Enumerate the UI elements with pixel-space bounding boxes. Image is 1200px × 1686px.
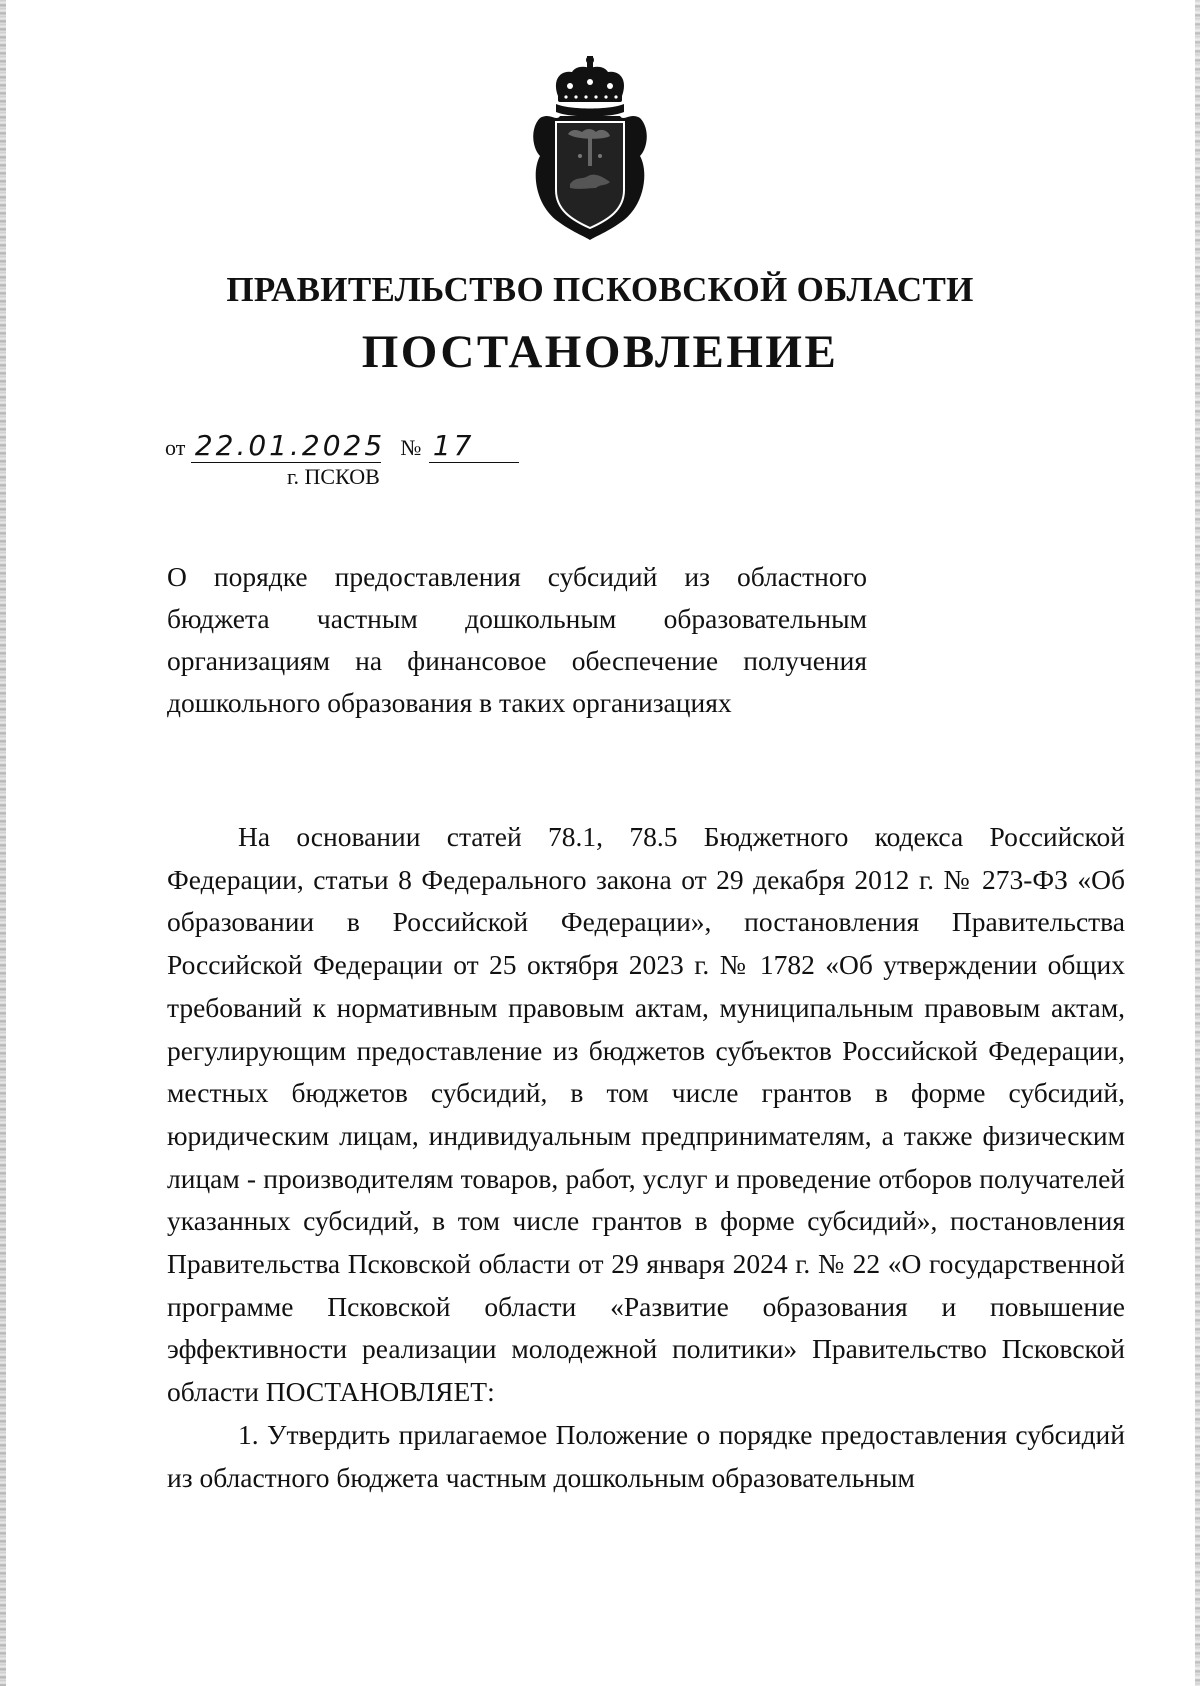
- number-label: №: [400, 435, 422, 460]
- scan-edge-left: [0, 0, 6, 1686]
- date-number-line: [165, 429, 519, 463]
- document-date: 22.01.2025: [191, 432, 381, 463]
- scan-edge-right: [1195, 0, 1200, 1686]
- document-body: [167, 816, 1125, 1499]
- document-number: 17: [429, 432, 519, 463]
- preamble-paragraph: На основании статей 78.1, 78.5 Бюджетного кодекса Российской Федерации, статьи 8 Федерального закона от 29 декабря 2012 г. № 273-ФЗ «Об образовании в Российской Федерации», постановления Правительства Российской Федерации от 25 октября 2023 г. № 1782 «Об утверждении общих требований к нормативным правовым актам, муниципальным правовым актам, регулирующим предоставление из бюджетов субъектов Российской Федерации, местных бюджетов субсидий, в том числе грантов в форме субсидий, юридическим лицам, индивидуальным предпринимателям, а также физическим лицам - производителям товаров, работ, услуг и проведение отборов получателей указанных субсидий, в том числе грантов в форме субсидий», постановления Правительства Псковской области от 29 января 2024 г. № 22 «О государственной программе Псковской области «Развитие образования и повышение эффективности реализации молодежной политики» Правительство Псковской области ПОСТАНОВЛЯЕТ:: [167, 821, 1125, 1408]
- item-1-paragraph: 1. Утвердить прилагаемое Положение о порядке предоставления субсидий из областного бюджета частным дошкольным образовательным: [167, 1418, 1125, 1493]
- government-title: ПРАВИТЕЛЬСТВО ПСКОВСКОЙ ОБЛАСТИ: [226, 270, 974, 309]
- city-label: г. ПСКОВ: [287, 464, 380, 489]
- document-type-title: ПОСТАНОВЛЕНИЕ: [361, 326, 839, 378]
- coat-of-arms-icon: [526, 52, 654, 240]
- document-subject: О порядке предоставления субсидий из областного бюджета частным дошкольным образовательным организациям на финансовое обеспечение получения дошкольного образования в таких организациях: [167, 561, 867, 718]
- date-prefix: от: [165, 435, 186, 460]
